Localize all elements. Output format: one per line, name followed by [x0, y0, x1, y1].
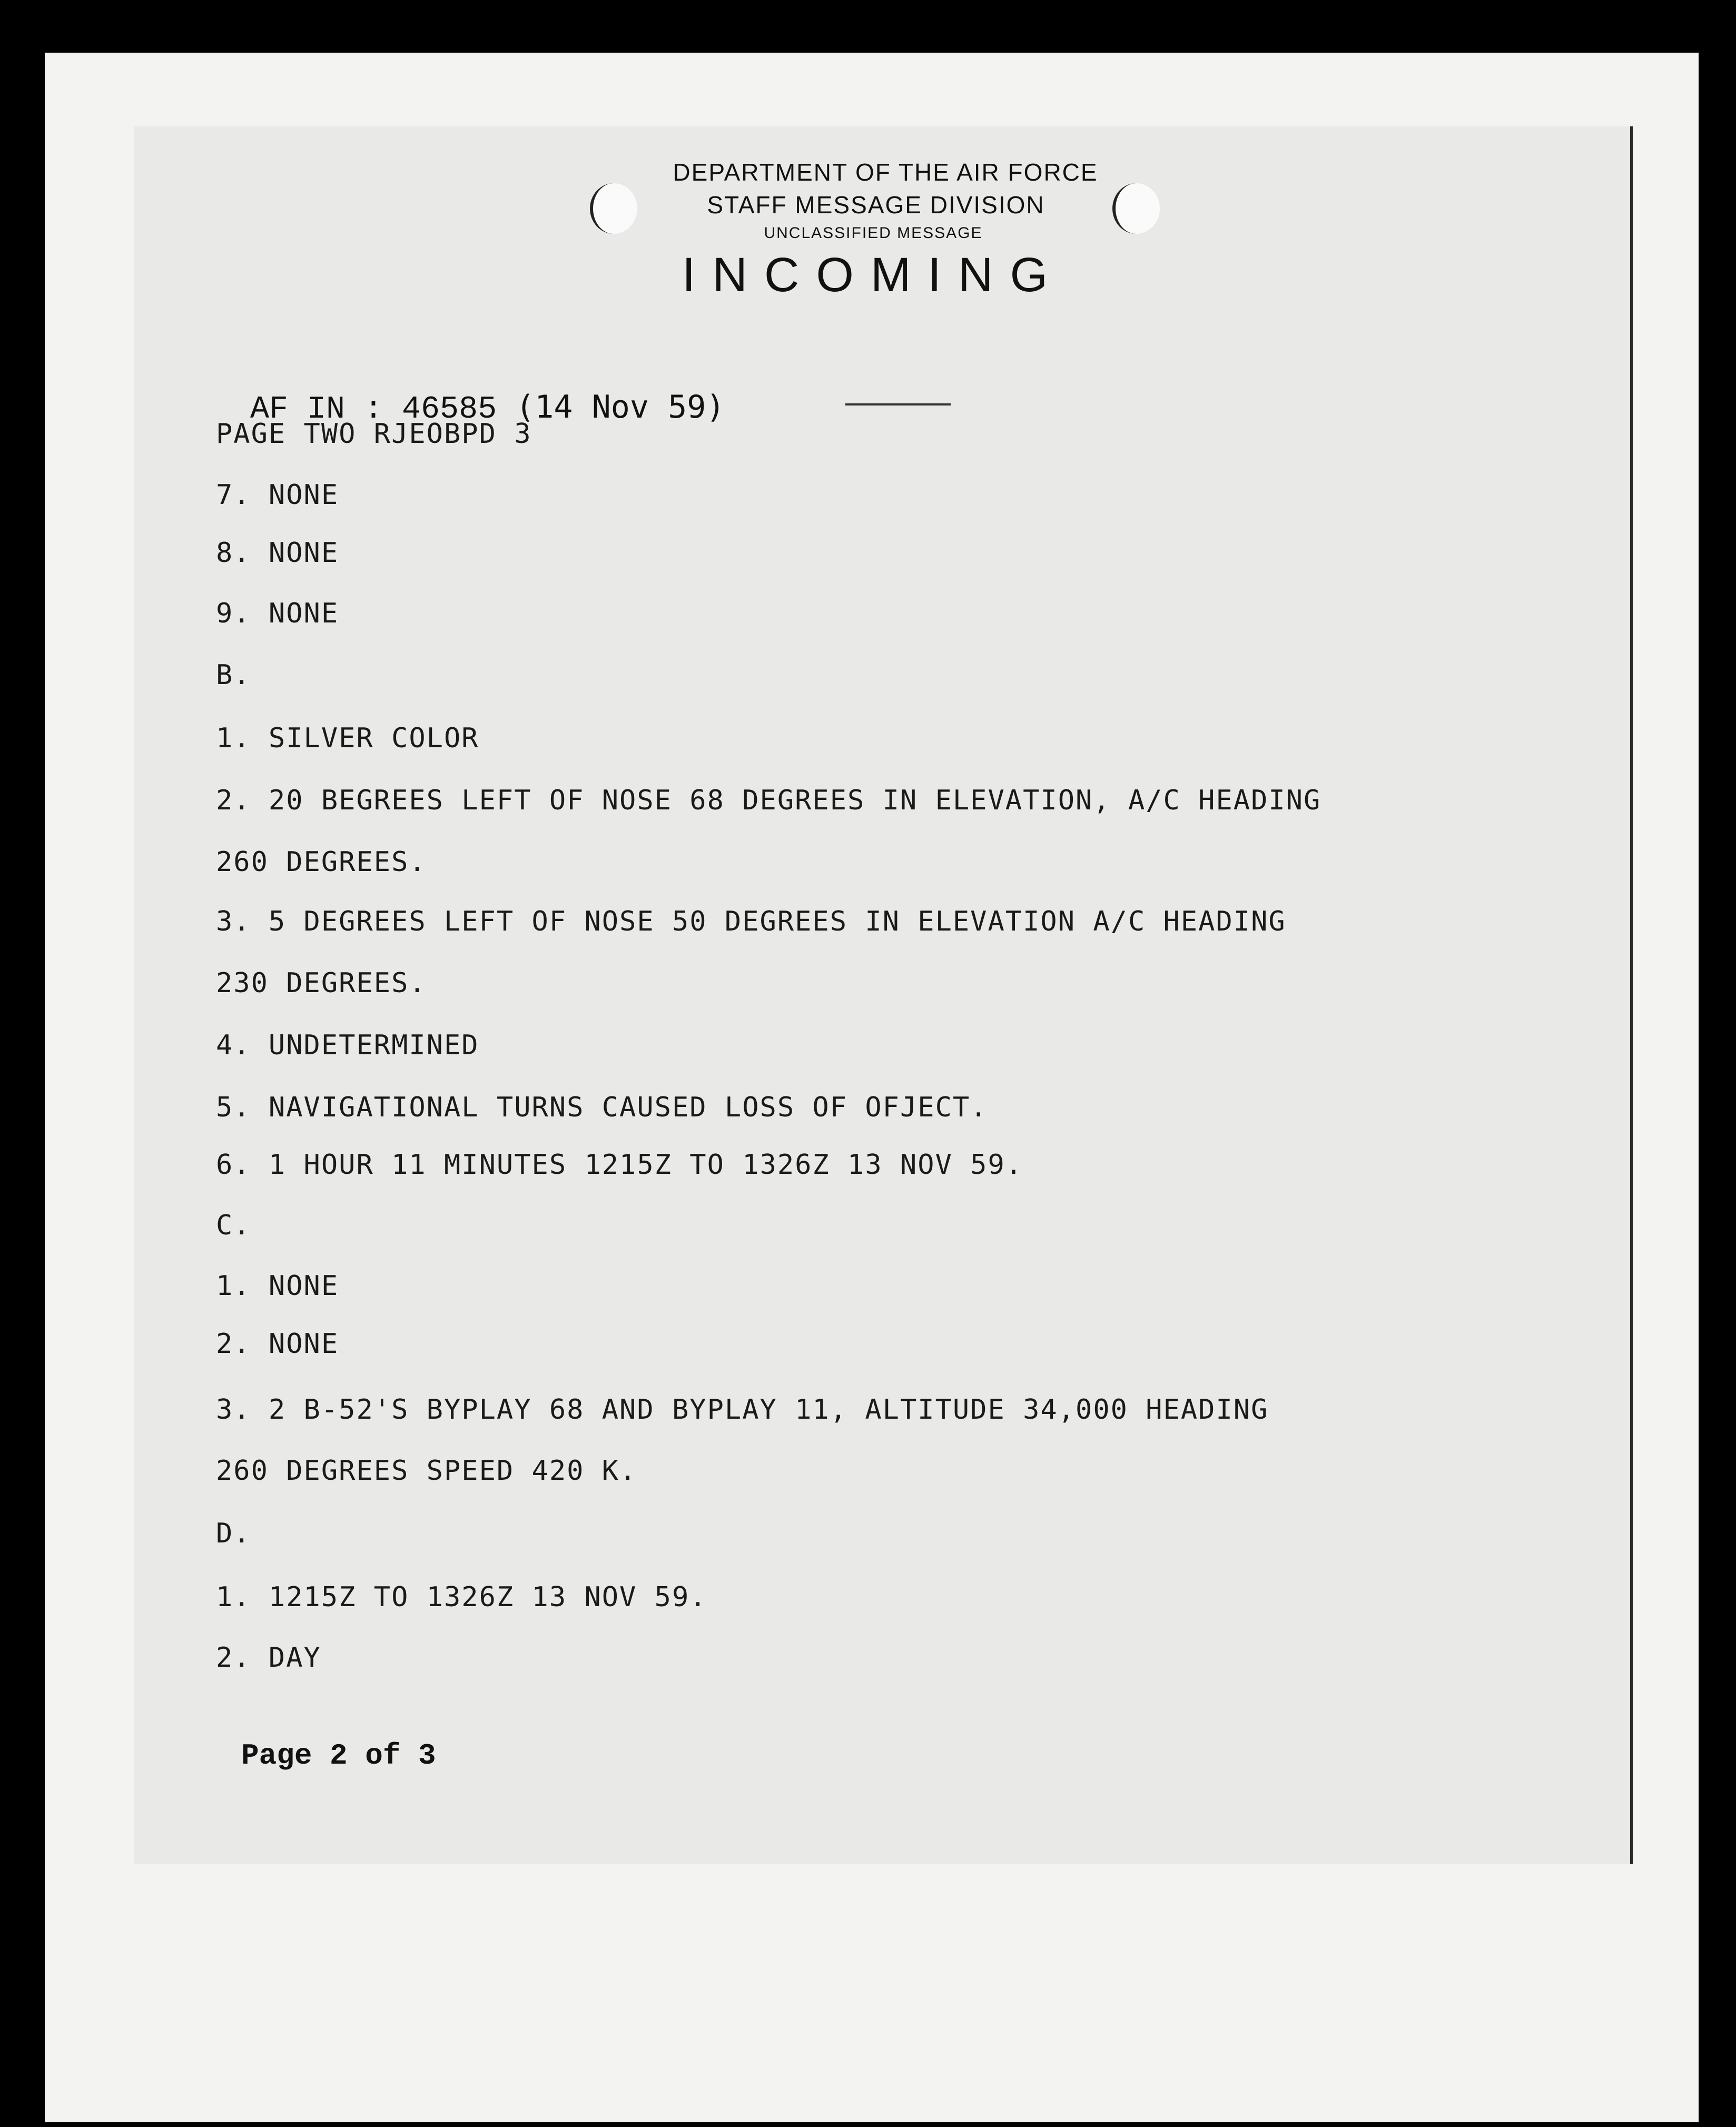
message-line: 9. NONE — [216, 598, 339, 629]
message-line: 8. NONE — [216, 537, 339, 569]
af-in-date: (14 Nov 59) — [516, 389, 725, 426]
department-title: DEPARTMENT OF THE AIR FORCE — [673, 159, 1098, 186]
message-line: 260 DEGREES. — [216, 846, 427, 878]
message-line: 260 DEGREES SPEED 420 K. — [216, 1455, 637, 1487]
division-title: STAFF MESSAGE DIVISION — [707, 191, 1045, 219]
message-line: B. — [216, 659, 251, 691]
message-line: 6. 1 HOUR 11 MINUTES 1215Z TO 1326Z 13 NOV 59. — [216, 1149, 1023, 1181]
message-line: 3. 5 DEGREES LEFT OF NOSE 50 DEGREES IN ELEVATION A/C HEADING — [216, 906, 1286, 937]
message-line: 1. SILVER COLOR — [216, 723, 479, 754]
message-line: 2. 20 BEGREES LEFT OF NOSE 68 DEGREES IN ELEVATION, A/C HEADING — [216, 785, 1321, 816]
message-line: 1. 1215Z TO 1326Z 13 NOV 59. — [216, 1581, 707, 1613]
message-line: 1. NONE — [216, 1270, 339, 1302]
af-in-number: AF IN : 46585 — [250, 392, 497, 428]
handwritten-dash — [845, 403, 951, 405]
incoming-title: INCOMING — [682, 248, 1065, 302]
message-line: 3. 2 B-52'S BYPLAY 68 AND BYPLAY 11, ALTITUDE 34,000 HEADING — [216, 1394, 1269, 1426]
message-line: 4. UNDETERMINED — [216, 1030, 479, 1061]
message-line: 2. NONE — [216, 1328, 339, 1360]
message-line: 2. DAY — [216, 1642, 321, 1674]
message-line: 5. NAVIGATIONAL TURNS CAUSED LOSS OF OFJECT. — [216, 1092, 988, 1123]
message-line: 230 DEGREES. — [216, 967, 427, 999]
message-line: D. — [216, 1518, 251, 1549]
message-line: 7. NONE — [216, 479, 339, 511]
message-line: C. — [216, 1210, 251, 1241]
message-line: PAGE TWO RJEOBPD 3 — [216, 418, 532, 450]
classification-label: UNCLASSIFIED MESSAGE — [764, 224, 983, 242]
page-number: Page 2 of 3 — [241, 1739, 436, 1773]
